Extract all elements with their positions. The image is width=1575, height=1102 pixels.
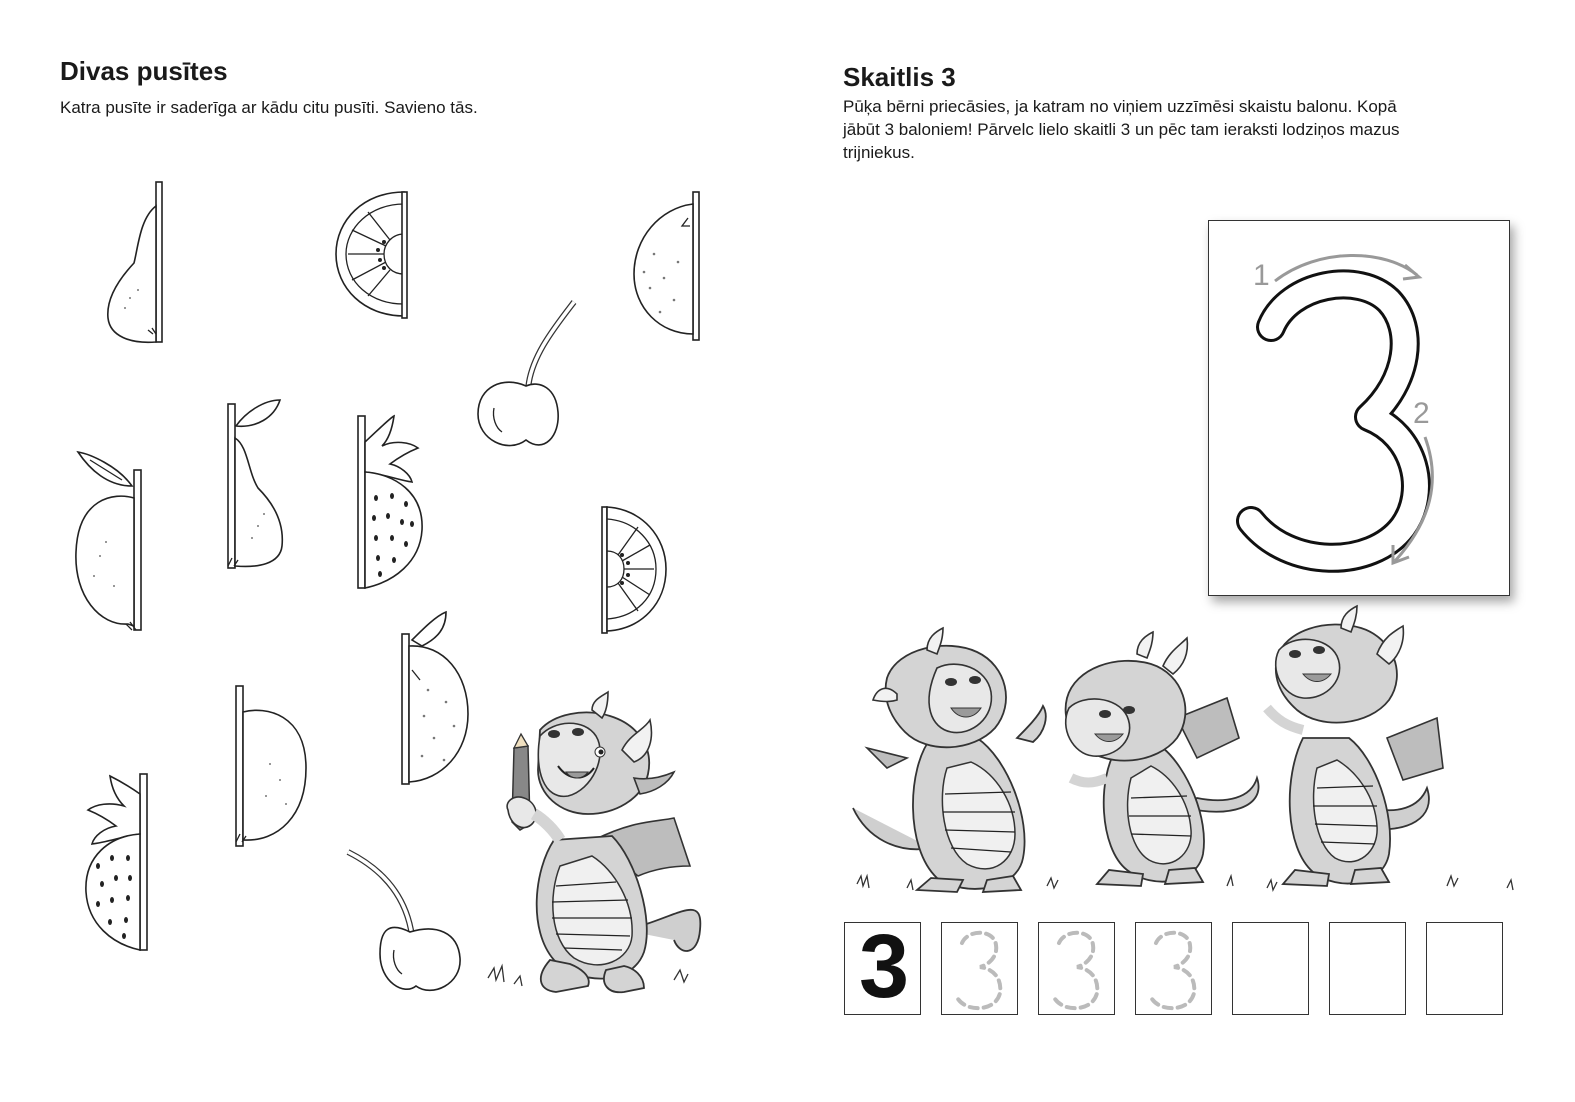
practice-digit-solid: 3	[859, 917, 910, 1017]
left-page-title: Divas pusītes	[60, 56, 228, 86]
cherry-icon[interactable]	[340, 848, 468, 998]
dragon-with-pencil-illustration	[484, 690, 724, 1000]
dashed-three-icon	[1039, 923, 1116, 1016]
strawberry-half-icon[interactable]	[354, 412, 432, 592]
pear-half-icon[interactable]	[100, 178, 170, 348]
practice-box[interactable]	[1329, 922, 1406, 1015]
dragon-three	[1267, 606, 1443, 886]
apple-half-icon[interactable]	[70, 446, 155, 636]
dashed-three-icon	[942, 923, 1019, 1016]
kiwi-half-icon[interactable]	[334, 190, 414, 320]
practice-box[interactable]	[1135, 922, 1212, 1015]
right-page	[787, 0, 1575, 1102]
number-three-tracing-card	[1208, 220, 1510, 596]
apple-half-icon[interactable]	[230, 684, 312, 850]
cherry-icon[interactable]	[474, 298, 589, 453]
right-page-title: Skaitlis 3	[843, 62, 956, 92]
practice-box[interactable]	[1232, 922, 1309, 1015]
practice-box[interactable]	[844, 917, 921, 1017]
dashed-three-icon	[1136, 923, 1213, 1016]
right-page-instruction	[843, 95, 1523, 164]
dragon-one	[853, 628, 1046, 892]
tracing-step-2-label: 2	[1413, 397, 1430, 430]
kiwi-half-icon[interactable]	[598, 505, 670, 635]
three-dragons-illustration	[847, 608, 1547, 898]
practice-box[interactable]	[1426, 922, 1503, 1015]
pear-half-icon[interactable]	[222, 396, 292, 574]
strawberry-half-icon[interactable]	[80, 772, 156, 954]
instruction-line: Pūķa bērni priecāsies, ja katram no viņiem uzzīmēsi skaistu balonu. Kopā	[843, 97, 1397, 116]
dragon-two	[1066, 632, 1259, 886]
orange-half-icon[interactable]	[630, 188, 705, 343]
left-page-instruction: Katra pusīte ir saderīga ar kādu citu pusīti. Savieno tās.	[60, 98, 478, 117]
left-page	[0, 0, 787, 1102]
instruction-line: jābūt 3 baloniem! Pārvelc lielo skaitli 3 un pēc tam ieraksti lodziņos mazus	[843, 120, 1400, 139]
orange-half-icon[interactable]	[398, 610, 474, 788]
instruction-line: trijniekus.	[843, 143, 915, 162]
practice-box[interactable]	[1038, 922, 1115, 1015]
practice-box[interactable]	[941, 922, 1018, 1015]
tracing-step-1-label: 1	[1253, 259, 1270, 292]
